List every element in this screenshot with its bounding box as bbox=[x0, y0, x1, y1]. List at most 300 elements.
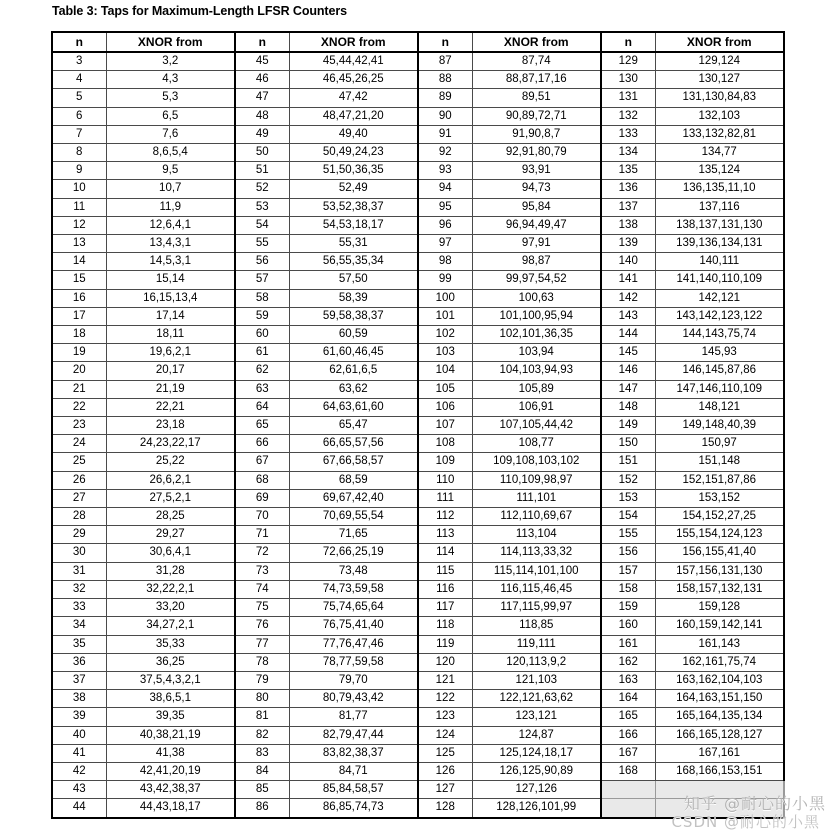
cell-n: 55 bbox=[235, 235, 289, 253]
cell-xnor-taps: 128,126,101,99 bbox=[472, 799, 601, 818]
cell-n: 3 bbox=[52, 52, 106, 71]
cell-xnor-taps: 160,159,142,141 bbox=[655, 617, 784, 635]
cell-n: 110 bbox=[418, 471, 472, 489]
table-row bbox=[52, 125, 784, 143]
cell-n: 167 bbox=[601, 744, 655, 762]
cell-xnor-taps: 68,59 bbox=[289, 471, 418, 489]
cell-xnor-taps: 5,3 bbox=[106, 89, 235, 107]
table-row bbox=[52, 762, 784, 780]
cell-n: 107 bbox=[418, 417, 472, 435]
table-row bbox=[52, 562, 784, 580]
cell-xnor-taps: 116,115,46,45 bbox=[472, 580, 601, 598]
cell-xnor-taps: 41,38 bbox=[106, 744, 235, 762]
cell-xnor-taps: 29,27 bbox=[106, 526, 235, 544]
cell-xnor-taps: 86,85,74,73 bbox=[289, 799, 418, 818]
cell-xnor-taps: 150,97 bbox=[655, 435, 784, 453]
cell-xnor-taps: 136,135,11,10 bbox=[655, 180, 784, 198]
cell-xnor-taps: 10,7 bbox=[106, 180, 235, 198]
cell-n: 18 bbox=[52, 326, 106, 344]
lfsr-taps-table bbox=[51, 31, 785, 819]
cell-n: 86 bbox=[235, 799, 289, 818]
cell-n: 91 bbox=[418, 125, 472, 143]
cell-n: 123 bbox=[418, 708, 472, 726]
cell-n: 119 bbox=[418, 635, 472, 653]
table-row bbox=[52, 89, 784, 107]
cell-xnor-taps: 53,52,38,37 bbox=[289, 198, 418, 216]
cell-n: 33 bbox=[52, 599, 106, 617]
cell-xnor-taps: 132,103 bbox=[655, 107, 784, 125]
cell-xnor-taps: 47,42 bbox=[289, 89, 418, 107]
cell-n: 140 bbox=[601, 253, 655, 271]
table-row bbox=[52, 635, 784, 653]
table-row bbox=[52, 216, 784, 234]
cell-n: 108 bbox=[418, 435, 472, 453]
cell-n: 146 bbox=[601, 362, 655, 380]
cell-xnor-taps: 66,65,57,56 bbox=[289, 435, 418, 453]
table-container bbox=[51, 31, 783, 819]
cell-xnor-taps: 36,25 bbox=[106, 653, 235, 671]
cell-xnor-taps: 84,71 bbox=[289, 762, 418, 780]
cell-xnor-taps: 67,66,58,57 bbox=[289, 453, 418, 471]
table-row bbox=[52, 253, 784, 271]
cell-xnor-taps: 118,85 bbox=[472, 617, 601, 635]
cell-n: 122 bbox=[418, 690, 472, 708]
cell-n: 14 bbox=[52, 253, 106, 271]
cell-xnor-taps: 113,104 bbox=[472, 526, 601, 544]
cell-xnor-taps: 30,6,4,1 bbox=[106, 544, 235, 562]
cell-n: 139 bbox=[601, 235, 655, 253]
cell-n: 28 bbox=[52, 508, 106, 526]
cell-xnor-taps: 91,90,8,7 bbox=[472, 125, 601, 143]
cell-n: 120 bbox=[418, 653, 472, 671]
cell-n: 124 bbox=[418, 726, 472, 744]
cell-n: 106 bbox=[418, 398, 472, 416]
cell-n: 74 bbox=[235, 580, 289, 598]
table-row bbox=[52, 307, 784, 325]
cell-n: 60 bbox=[235, 326, 289, 344]
cell-n: 133 bbox=[601, 125, 655, 143]
cell-xnor-taps: 65,47 bbox=[289, 417, 418, 435]
watermark-csdn: CSDN @耐心的小黑 bbox=[671, 813, 820, 831]
cell-xnor-taps: 28,25 bbox=[106, 508, 235, 526]
cell-n: 100 bbox=[418, 289, 472, 307]
cell-xnor-taps: 13,4,3,1 bbox=[106, 235, 235, 253]
header-n-3: n bbox=[418, 32, 472, 52]
cell-n: 111 bbox=[418, 489, 472, 507]
header-xnor-4: XNOR from bbox=[655, 32, 784, 52]
table-row bbox=[52, 289, 784, 307]
cell-n: 35 bbox=[52, 635, 106, 653]
cell-xnor-taps: 103,94 bbox=[472, 344, 601, 362]
cell-xnor-taps: 156,155,41,40 bbox=[655, 544, 784, 562]
cell-n: 81 bbox=[235, 708, 289, 726]
cell-n: 65 bbox=[235, 417, 289, 435]
cell-xnor-taps: 22,21 bbox=[106, 398, 235, 416]
cell-n: 99 bbox=[418, 271, 472, 289]
cell-n: 42 bbox=[52, 762, 106, 780]
cell-xnor-taps: 24,23,22,17 bbox=[106, 435, 235, 453]
cell-xnor-taps: 49,40 bbox=[289, 125, 418, 143]
table-row bbox=[52, 471, 784, 489]
cell-xnor-taps: 97,91 bbox=[472, 235, 601, 253]
cell-n: 7 bbox=[52, 125, 106, 143]
table-row bbox=[52, 744, 784, 762]
cell-n: 148 bbox=[601, 398, 655, 416]
cell-xnor-taps: 100,63 bbox=[472, 289, 601, 307]
cell-n: 165 bbox=[601, 708, 655, 726]
cell-xnor-taps: 69,67,42,40 bbox=[289, 489, 418, 507]
cell-xnor-taps: 8,6,5,4 bbox=[106, 144, 235, 162]
cell-n: 62 bbox=[235, 362, 289, 380]
cell-xnor-taps: 112,110,69,67 bbox=[472, 508, 601, 526]
cell-n: 31 bbox=[52, 562, 106, 580]
cell-xnor-taps: 163,162,104,103 bbox=[655, 671, 784, 689]
cell-n: 16 bbox=[52, 289, 106, 307]
cell-xnor-taps: 83,82,38,37 bbox=[289, 744, 418, 762]
cell-xnor-taps: 11,9 bbox=[106, 198, 235, 216]
cell-n: 37 bbox=[52, 671, 106, 689]
cell-xnor-taps: 167,161 bbox=[655, 744, 784, 762]
cell-xnor-taps: 109,108,103,102 bbox=[472, 453, 601, 471]
cell-xnor-taps: 149,148,40,39 bbox=[655, 417, 784, 435]
cell-xnor-taps: 140,111 bbox=[655, 253, 784, 271]
table-row bbox=[52, 144, 784, 162]
cell-n: 82 bbox=[235, 726, 289, 744]
cell-n: 23 bbox=[52, 417, 106, 435]
watermark-zhihu: 知乎 @耐心的小黑 bbox=[683, 794, 826, 813]
header-xnor-3: XNOR from bbox=[472, 32, 601, 52]
cell-n: 104 bbox=[418, 362, 472, 380]
cell-n: 80 bbox=[235, 690, 289, 708]
cell-n: 115 bbox=[418, 562, 472, 580]
cell-n bbox=[601, 799, 655, 818]
cell-n: 153 bbox=[601, 489, 655, 507]
cell-n: 98 bbox=[418, 253, 472, 271]
cell-xnor-taps: 142,121 bbox=[655, 289, 784, 307]
cell-xnor-taps: 154,152,27,25 bbox=[655, 508, 784, 526]
cell-xnor-taps bbox=[655, 781, 784, 799]
cell-n: 121 bbox=[418, 671, 472, 689]
header-xnor-1: XNOR from bbox=[106, 32, 235, 52]
cell-n: 138 bbox=[601, 216, 655, 234]
cell-xnor-taps: 39,35 bbox=[106, 708, 235, 726]
cell-n: 129 bbox=[601, 52, 655, 71]
cell-xnor-taps: 115,114,101,100 bbox=[472, 562, 601, 580]
cell-n: 131 bbox=[601, 89, 655, 107]
cell-n: 126 bbox=[418, 762, 472, 780]
cell-n: 25 bbox=[52, 453, 106, 471]
table-row bbox=[52, 380, 784, 398]
cell-n: 46 bbox=[235, 71, 289, 89]
cell-n: 136 bbox=[601, 180, 655, 198]
table-row bbox=[52, 671, 784, 689]
cell-xnor-taps: 139,136,134,131 bbox=[655, 235, 784, 253]
cell-xnor-taps: 6,5 bbox=[106, 107, 235, 125]
cell-n: 118 bbox=[418, 617, 472, 635]
cell-xnor-taps: 106,91 bbox=[472, 398, 601, 416]
cell-xnor-taps: 144,143,75,74 bbox=[655, 326, 784, 344]
cell-xnor-taps: 110,109,98,97 bbox=[472, 471, 601, 489]
cell-xnor-taps: 37,5,4,3,2,1 bbox=[106, 671, 235, 689]
cell-n: 57 bbox=[235, 271, 289, 289]
cell-xnor-taps: 122,121,63,62 bbox=[472, 690, 601, 708]
table-row bbox=[52, 526, 784, 544]
cell-n: 85 bbox=[235, 781, 289, 799]
cell-xnor-taps: 17,14 bbox=[106, 307, 235, 325]
cell-n: 11 bbox=[52, 198, 106, 216]
cell-xnor-taps: 72,66,25,19 bbox=[289, 544, 418, 562]
cell-xnor-taps: 129,124 bbox=[655, 52, 784, 71]
cell-n: 116 bbox=[418, 580, 472, 598]
table-row bbox=[52, 708, 784, 726]
cell-xnor-taps: 120,113,9,2 bbox=[472, 653, 601, 671]
cell-xnor-taps: 145,93 bbox=[655, 344, 784, 362]
cell-n: 63 bbox=[235, 380, 289, 398]
table-row bbox=[52, 362, 784, 380]
cell-xnor-taps: 15,14 bbox=[106, 271, 235, 289]
cell-xnor-taps: 121,103 bbox=[472, 671, 601, 689]
cell-xnor-taps: 162,161,75,74 bbox=[655, 653, 784, 671]
cell-n: 151 bbox=[601, 453, 655, 471]
cell-n: 5 bbox=[52, 89, 106, 107]
cell-xnor-taps: 46,45,26,25 bbox=[289, 71, 418, 89]
table-row bbox=[52, 398, 784, 416]
cell-n: 94 bbox=[418, 180, 472, 198]
header-row bbox=[52, 32, 784, 52]
cell-n: 44 bbox=[52, 799, 106, 818]
cell-xnor-taps: 74,73,59,58 bbox=[289, 580, 418, 598]
cell-xnor-taps: 159,128 bbox=[655, 599, 784, 617]
cell-n: 9 bbox=[52, 162, 106, 180]
cell-xnor-taps: 27,5,2,1 bbox=[106, 489, 235, 507]
cell-n: 105 bbox=[418, 380, 472, 398]
cell-n: 90 bbox=[418, 107, 472, 125]
cell-xnor-taps: 12,6,4,1 bbox=[106, 216, 235, 234]
cell-xnor-taps: 77,76,47,46 bbox=[289, 635, 418, 653]
cell-xnor-taps: 33,20 bbox=[106, 599, 235, 617]
cell-xnor-taps: 90,89,72,71 bbox=[472, 107, 601, 125]
cell-xnor-taps: 135,124 bbox=[655, 162, 784, 180]
cell-n: 150 bbox=[601, 435, 655, 453]
table-row bbox=[52, 52, 784, 71]
cell-xnor-taps: 44,43,18,17 bbox=[106, 799, 235, 818]
cell-n: 45 bbox=[235, 52, 289, 71]
cell-n: 20 bbox=[52, 362, 106, 380]
cell-xnor-taps: 40,38,21,19 bbox=[106, 726, 235, 744]
table-row bbox=[52, 417, 784, 435]
cell-xnor-taps: 126,125,90,89 bbox=[472, 762, 601, 780]
cell-n: 43 bbox=[52, 781, 106, 799]
cell-n: 83 bbox=[235, 744, 289, 762]
table-row bbox=[52, 599, 784, 617]
cell-n: 95 bbox=[418, 198, 472, 216]
cell-n: 137 bbox=[601, 198, 655, 216]
cell-n: 36 bbox=[52, 653, 106, 671]
cell-n: 117 bbox=[418, 599, 472, 617]
cell-xnor-taps: 153,152 bbox=[655, 489, 784, 507]
cell-xnor-taps: 155,154,124,123 bbox=[655, 526, 784, 544]
cell-xnor-taps: 161,143 bbox=[655, 635, 784, 653]
cell-n: 163 bbox=[601, 671, 655, 689]
cell-n: 47 bbox=[235, 89, 289, 107]
cell-xnor-taps: 52,49 bbox=[289, 180, 418, 198]
table-body bbox=[52, 52, 784, 818]
table-row bbox=[52, 180, 784, 198]
cell-xnor-taps: 98,87 bbox=[472, 253, 601, 271]
cell-n: 84 bbox=[235, 762, 289, 780]
cell-xnor-taps: 134,77 bbox=[655, 144, 784, 162]
cell-xnor-taps: 51,50,36,35 bbox=[289, 162, 418, 180]
cell-xnor-taps: 3,2 bbox=[106, 52, 235, 71]
cell-n: 39 bbox=[52, 708, 106, 726]
cell-xnor-taps: 131,130,84,83 bbox=[655, 89, 784, 107]
cell-xnor-taps: 114,113,33,32 bbox=[472, 544, 601, 562]
cell-n: 50 bbox=[235, 144, 289, 162]
cell-xnor-taps: 137,116 bbox=[655, 198, 784, 216]
cell-n: 66 bbox=[235, 435, 289, 453]
cell-xnor-taps: 76,75,41,40 bbox=[289, 617, 418, 635]
cell-xnor-taps: 23,18 bbox=[106, 417, 235, 435]
cell-n: 89 bbox=[418, 89, 472, 107]
cell-n: 22 bbox=[52, 398, 106, 416]
table-row bbox=[52, 781, 784, 799]
cell-xnor-taps: 94,73 bbox=[472, 180, 601, 198]
cell-xnor-taps: 18,11 bbox=[106, 326, 235, 344]
cell-xnor-taps: 165,164,135,134 bbox=[655, 708, 784, 726]
cell-xnor-taps: 151,148 bbox=[655, 453, 784, 471]
table-row bbox=[52, 544, 784, 562]
cell-xnor-taps: 63,62 bbox=[289, 380, 418, 398]
table-row bbox=[52, 690, 784, 708]
cell-n: 73 bbox=[235, 562, 289, 580]
cell-n: 166 bbox=[601, 726, 655, 744]
cell-xnor-taps: 133,132,82,81 bbox=[655, 125, 784, 143]
cell-n: 164 bbox=[601, 690, 655, 708]
cell-n: 102 bbox=[418, 326, 472, 344]
cell-xnor-taps: 138,137,131,130 bbox=[655, 216, 784, 234]
cell-n: 92 bbox=[418, 144, 472, 162]
cell-n: 29 bbox=[52, 526, 106, 544]
cell-xnor-taps: 50,49,24,23 bbox=[289, 144, 418, 162]
cell-n: 53 bbox=[235, 198, 289, 216]
cell-n: 70 bbox=[235, 508, 289, 526]
cell-n: 4 bbox=[52, 71, 106, 89]
cell-n: 21 bbox=[52, 380, 106, 398]
cell-xnor-taps: 48,47,21,20 bbox=[289, 107, 418, 125]
cell-n: 34 bbox=[52, 617, 106, 635]
cell-n: 67 bbox=[235, 453, 289, 471]
cell-n: 135 bbox=[601, 162, 655, 180]
cell-n: 159 bbox=[601, 599, 655, 617]
table-row bbox=[52, 489, 784, 507]
cell-xnor-taps: 104,103,94,93 bbox=[472, 362, 601, 380]
cell-n: 52 bbox=[235, 180, 289, 198]
cell-xnor-taps: 108,77 bbox=[472, 435, 601, 453]
cell-xnor-taps: 107,105,44,42 bbox=[472, 417, 601, 435]
cell-xnor-taps: 20,17 bbox=[106, 362, 235, 380]
cell-n: 134 bbox=[601, 144, 655, 162]
cell-n: 161 bbox=[601, 635, 655, 653]
cell-xnor-taps: 35,33 bbox=[106, 635, 235, 653]
cell-n: 76 bbox=[235, 617, 289, 635]
table-row bbox=[52, 71, 784, 89]
table-row bbox=[52, 799, 784, 818]
cell-xnor-taps: 14,5,3,1 bbox=[106, 253, 235, 271]
cell-xnor-taps: 93,91 bbox=[472, 162, 601, 180]
cell-n bbox=[601, 781, 655, 799]
cell-xnor-taps: 62,61,6,5 bbox=[289, 362, 418, 380]
cell-n: 58 bbox=[235, 289, 289, 307]
cell-n: 75 bbox=[235, 599, 289, 617]
cell-xnor-taps: 125,124,18,17 bbox=[472, 744, 601, 762]
cell-n: 127 bbox=[418, 781, 472, 799]
cell-n: 97 bbox=[418, 235, 472, 253]
table-row bbox=[52, 162, 784, 180]
cell-xnor-taps: 157,156,131,130 bbox=[655, 562, 784, 580]
cell-xnor-taps: 89,51 bbox=[472, 89, 601, 107]
cell-n: 101 bbox=[418, 307, 472, 325]
cell-n: 162 bbox=[601, 653, 655, 671]
cell-n: 19 bbox=[52, 344, 106, 362]
cell-n: 38 bbox=[52, 690, 106, 708]
cell-n: 152 bbox=[601, 471, 655, 489]
cell-n: 132 bbox=[601, 107, 655, 125]
cell-xnor-taps: 71,65 bbox=[289, 526, 418, 544]
cell-xnor-taps: 85,84,58,57 bbox=[289, 781, 418, 799]
cell-xnor-taps: 58,39 bbox=[289, 289, 418, 307]
cell-n: 168 bbox=[601, 762, 655, 780]
cell-xnor-taps: 158,157,132,131 bbox=[655, 580, 784, 598]
table-caption: Table 3: Taps for Maximum-Length LFSR Counters bbox=[52, 4, 347, 18]
header-n-2: n bbox=[235, 32, 289, 52]
header-n-4: n bbox=[601, 32, 655, 52]
cell-xnor-taps: 75,74,65,64 bbox=[289, 599, 418, 617]
cell-xnor-taps: 141,140,110,109 bbox=[655, 271, 784, 289]
cell-xnor-taps: 59,58,38,37 bbox=[289, 307, 418, 325]
cell-xnor-taps: 152,151,87,86 bbox=[655, 471, 784, 489]
cell-n: 59 bbox=[235, 307, 289, 325]
cell-xnor-taps: 64,63,61,60 bbox=[289, 398, 418, 416]
cell-n: 15 bbox=[52, 271, 106, 289]
header-xnor-2: XNOR from bbox=[289, 32, 418, 52]
cell-xnor-taps: 19,6,2,1 bbox=[106, 344, 235, 362]
cell-n: 113 bbox=[418, 526, 472, 544]
cell-xnor-taps: 166,165,128,127 bbox=[655, 726, 784, 744]
cell-xnor-taps: 105,89 bbox=[472, 380, 601, 398]
cell-n: 6 bbox=[52, 107, 106, 125]
cell-xnor-taps: 124,87 bbox=[472, 726, 601, 744]
cell-n: 72 bbox=[235, 544, 289, 562]
cell-n: 157 bbox=[601, 562, 655, 580]
cell-n: 156 bbox=[601, 544, 655, 562]
cell-n: 71 bbox=[235, 526, 289, 544]
cell-n: 130 bbox=[601, 71, 655, 89]
cell-n: 158 bbox=[601, 580, 655, 598]
table-head bbox=[52, 32, 784, 52]
cell-xnor-taps: 56,55,35,34 bbox=[289, 253, 418, 271]
cell-n: 54 bbox=[235, 216, 289, 234]
table-row bbox=[52, 326, 784, 344]
cell-n: 48 bbox=[235, 107, 289, 125]
cell-xnor-taps: 32,22,2,1 bbox=[106, 580, 235, 598]
cell-n: 160 bbox=[601, 617, 655, 635]
header-n-1: n bbox=[52, 32, 106, 52]
cell-n: 64 bbox=[235, 398, 289, 416]
table-row bbox=[52, 198, 784, 216]
cell-xnor-taps: 119,111 bbox=[472, 635, 601, 653]
cell-xnor-taps: 54,53,18,17 bbox=[289, 216, 418, 234]
cell-n: 93 bbox=[418, 162, 472, 180]
